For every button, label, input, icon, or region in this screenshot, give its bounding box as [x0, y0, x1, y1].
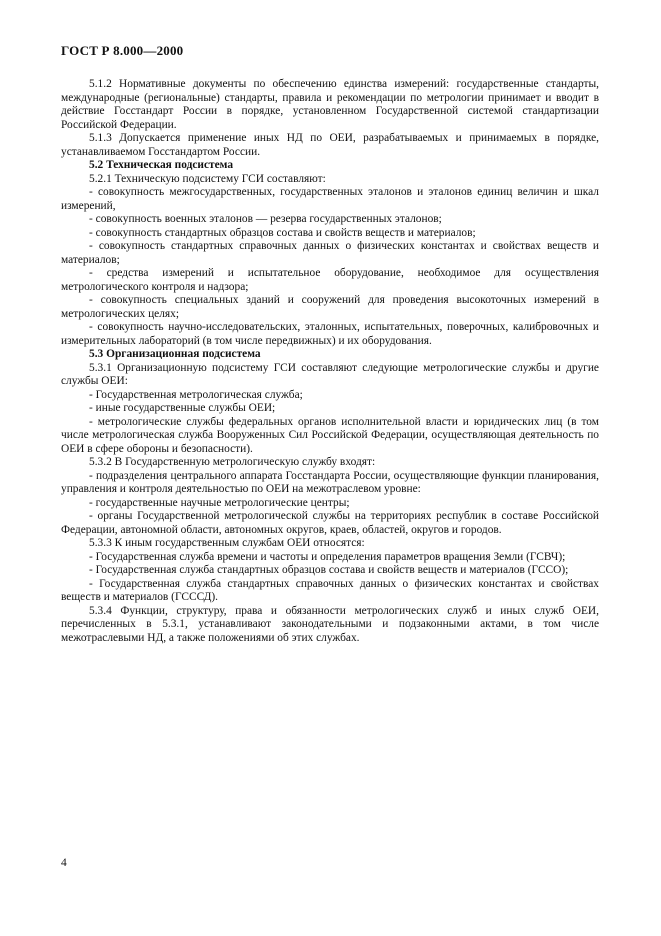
list-item: - подразделения центрального аппарата Госстандарта России, осуществляющие функции планирования, управления и контроля деятельностью по ОЕИ на межотраслевом уровне:	[61, 469, 599, 495]
paragraph: 5.3.4 Функции, структуру, права и обязанности метрологических служб и иных служб ОЕИ, перечисленных в 5.3.1, устанавливают законодательными и подзаконными актами, в том числе межотраслевыми НД, а также положениями об этих службах.	[61, 604, 599, 644]
list-item: - метрологические службы федеральных органов исполнительной власти и юридических лиц (в том числе метрологическая служба Вооруженных Сил Российской Федерации, осуществляющая деятельность по ОЕИ в сфере обороны и безопасности).	[61, 415, 599, 455]
list-item: - совокупность стандартных образцов состава и свойств веществ и материалов;	[89, 226, 476, 239]
list-item: - средства измерений и испытательное оборудование, необходимое для осуществления метрологического контроля и надзора;	[61, 267, 599, 293]
list-item: - совокупность военных эталонов — резерва государственных эталонов;	[89, 213, 442, 225]
section-heading: 5.3 Организационная подсистема	[89, 348, 261, 360]
paragraph: 5.3.2 В Государственную метрологическую службу входят:	[89, 456, 376, 468]
paragraph: 5.1.3 Допускается применение иных НД по ОЕИ, разрабатываемых и принимаемых в порядке, устанавливаемом Госстандартом России.	[61, 132, 599, 158]
list-item: - совокупность научно-исследовательских, эталонных, испытательных, поверочных, калибровочных и измерительных лабораторий (в том числе передвижных) и их оборудования.	[61, 321, 599, 347]
list-item: - совокупность стандартных справочных данных о физических константах и свойствах веществ и материалов;	[61, 240, 599, 266]
list-item: - Государственная служба стандартных образцов состава и свойств веществ и материалов (ГССО);	[89, 564, 569, 576]
list-item: - совокупность межгосударственных, государственных эталонов и эталонов единиц величин и шкал измерений,	[61, 186, 599, 212]
page-number: 4	[61, 857, 67, 869]
list-item: - иные государственные службы ОЕИ;	[89, 402, 276, 414]
section-heading: 5.2 Техническая подсистема	[89, 159, 234, 171]
paragraph: 5.3.3 К иным государственным службам ОЕИ относятся:	[89, 537, 365, 549]
list-item: - государственные научные метрологические центры;	[89, 496, 350, 509]
list-item: - Государственная метрологическая служба;	[89, 388, 303, 401]
paragraph: 5.1.2 Нормативные документы по обеспечению единства измерений: государственные стандарты, международные (региональные) стандарты, правила и рекомендации по метрологии принимает и вводит в действие Госстандарт России в порядке, установленном Государственной системой стандартизации Российской Федерации.	[61, 78, 599, 131]
document-body	[61, 78, 599, 645]
paragraph: 5.3.1 Организационную подсистему ГСИ составляют следующие метрологические службы и другие службы ОЕИ:	[61, 361, 599, 387]
list-item: - Государственная служба времени и частоты и определения параметров вращения Земли (ГСВЧ);	[89, 550, 566, 563]
list-item: - Государственная служба стандартных справочных данных о физических константах и свойствах веществ и материалов (ГСССД).	[61, 577, 599, 603]
list-item: - совокупность специальных зданий и сооружений для проведения высокоточных измерений в метрологических целях;	[61, 294, 599, 320]
paragraph: 5.2.1 Техническую подсистему ГСИ составляют:	[89, 172, 326, 185]
list-item: - органы Государственной метрологической службы на территориях республик в составе Российской Федерации, автономной области, автономных округов, краев, областей, округов и городов.	[61, 510, 599, 536]
document-header: ГОСТ Р 8.000—2000	[61, 43, 184, 58]
